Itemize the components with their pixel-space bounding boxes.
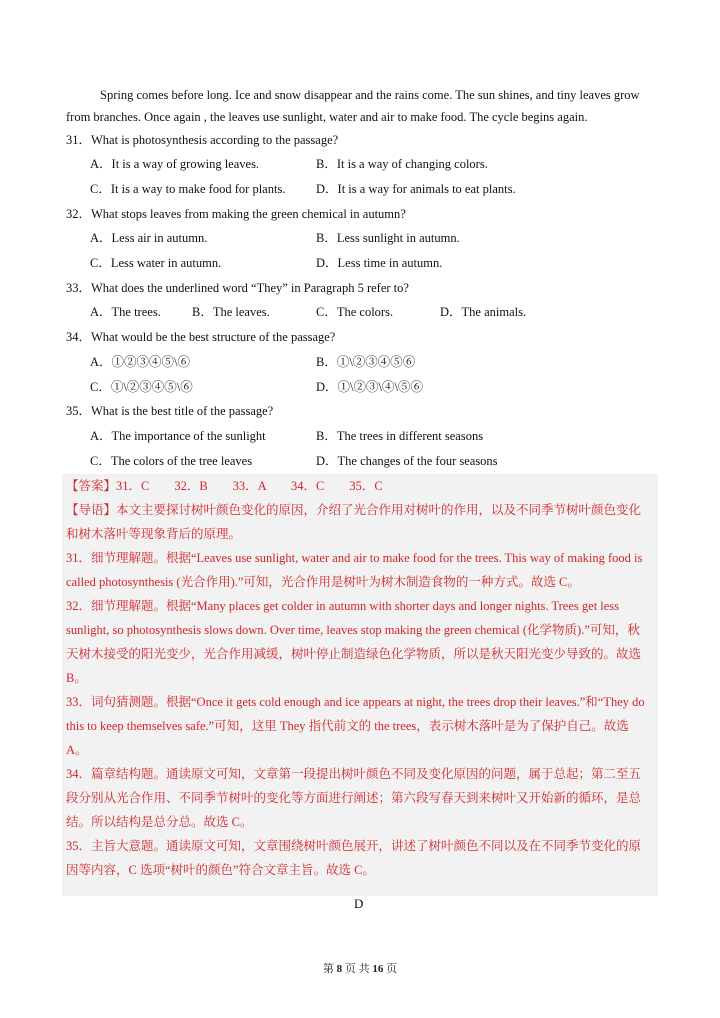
- explanation-32-line: B。: [66, 671, 87, 685]
- question-stem: 31．What is photosynthesis according to the passage?: [66, 133, 339, 147]
- explanation-34-line: 段分别从光合作用、不同季节树叶的变化等方面进行阐述；第六段写春天到来树叶又开始新的循环，是总: [66, 791, 642, 805]
- explanation-32-line: 天树木接受的阳光变少，光合作用减缓，树叶停止制造绿色化学物质，所以是秋天阳光变少导致的。故选: [66, 647, 642, 661]
- question-option: B．Less sunlight in autumn.: [316, 231, 460, 245]
- footer-total-pages: 16: [372, 963, 384, 975]
- question-option: D．①\②③\④\⑤⑥: [316, 380, 423, 394]
- answer-explanation: [66, 474, 656, 882]
- question-stem: 35．What is the best title of the passage?: [66, 404, 274, 418]
- footer-page-number: 8: [336, 963, 343, 975]
- question-option: A．The trees.: [90, 305, 161, 319]
- explanation-32-line: 32．细节理解题。根据“Many places get colder in autumn with shorter days and longer nights. Trees get less: [66, 599, 620, 613]
- answer-guide-line: 【导语】本文主要探讨树叶颜色变化的原因，介绍了光合作用对树叶的作用，以及不同季节树叶颜色变化: [66, 503, 642, 517]
- explanation-35-line: 因等内容，C 选项“树叶的颜色”符合文章主旨。故选 C。: [66, 863, 376, 877]
- explanation-34-line: 结。所以结构是总分总。故选 C。: [66, 815, 253, 829]
- question-option: A．Less air in autumn.: [90, 231, 208, 245]
- section-heading: D: [354, 896, 364, 911]
- answer-guide-line: 和树木落叶等现象背后的原理。: [66, 527, 242, 541]
- question-option: B．The leaves.: [192, 305, 270, 319]
- explanation-31-line: called photosynthesis (光合作用).”可知，光合作用是树叶为树木制造食物的一种方式。故选 C。: [66, 575, 580, 589]
- question-option: B．It is a way of changing colors.: [316, 157, 488, 171]
- question-option: D．Less time in autumn.: [316, 256, 443, 270]
- question-option: B．①\②③④⑤⑥: [316, 355, 416, 369]
- passage-line: Spring comes before long. Ice and snow disappear and the rains come. The sun shines, and tiny leaves grow: [100, 88, 640, 102]
- question-option: D．The animals.: [440, 305, 527, 319]
- explanation-33-line: A。: [66, 743, 88, 757]
- question-option: C．Less water in autumn.: [90, 256, 222, 270]
- question-option: A．It is a way of growing leaves.: [90, 157, 260, 171]
- question-stem: 33．What does the underlined word “They” in Paragraph 5 refer to?: [66, 281, 409, 295]
- question-option: D．The changes of the four seasons: [316, 454, 498, 468]
- passage-line: from branches. Once again , the leaves use sunlight, water and air to make food. The cycle begins again.: [66, 110, 588, 124]
- footer-middle: 页 共: [342, 963, 373, 975]
- answer-key: 【答案】31．C 32．B 33．A 34．C 35．C: [66, 479, 383, 493]
- question-stem: 34．What would be the best structure of the passage?: [66, 330, 336, 344]
- question-option: A．The importance of the sunlight: [90, 429, 266, 443]
- question-stem: 32．What stops leaves from making the green chemical in autumn?: [66, 207, 406, 221]
- explanation-33-line: 33．词句猜测题。根据“Once it gets cold enough and ice appears at night, the trees drop their leaves.”和“They do: [66, 695, 645, 709]
- question-option: C．The colors.: [316, 305, 394, 319]
- explanation-33-line: this to keep themselves safe.”可知，这里 They 指代前文的 the trees，表示树木落叶是为了保护自己。故选: [66, 719, 629, 733]
- page-footer: [0, 960, 720, 976]
- question-option: C．It is a way to make food for plants.: [90, 182, 286, 196]
- passage-excerpt: [66, 84, 658, 128]
- question-option: C．①\②③④⑤\⑥: [90, 380, 193, 394]
- explanation-35-line: 35．主旨大意题。通读原文可知，文章围绕树叶颜色展开，讲述了树叶颜色不同以及在不同季节变化的原: [66, 839, 642, 853]
- question-option: C．The colors of the tree leaves: [90, 454, 253, 468]
- question-option: A．①②③④⑤\⑥: [90, 355, 191, 369]
- explanation-32-line: sunlight, so photosynthesis slows down. Over time, leaves stop making the green chemical (化学物质).”可知，秋: [66, 623, 640, 637]
- explanation-31-line: 31．细节理解题。根据“Leaves use sunlight, water and air to make food for the trees. This way of making food is: [66, 551, 643, 565]
- explanation-34-line: 34．篇章结构题。通读原文可知，文章第一段提出树叶颜色不同及变化原因的问题，属于总起；第二至五: [66, 767, 642, 781]
- question-option: D．It is a way for animals to eat plants.: [316, 182, 516, 196]
- footer-prefix: 第: [322, 963, 337, 975]
- question-option: B．The trees in different seasons: [316, 429, 484, 443]
- footer-suffix: 页: [383, 963, 398, 975]
